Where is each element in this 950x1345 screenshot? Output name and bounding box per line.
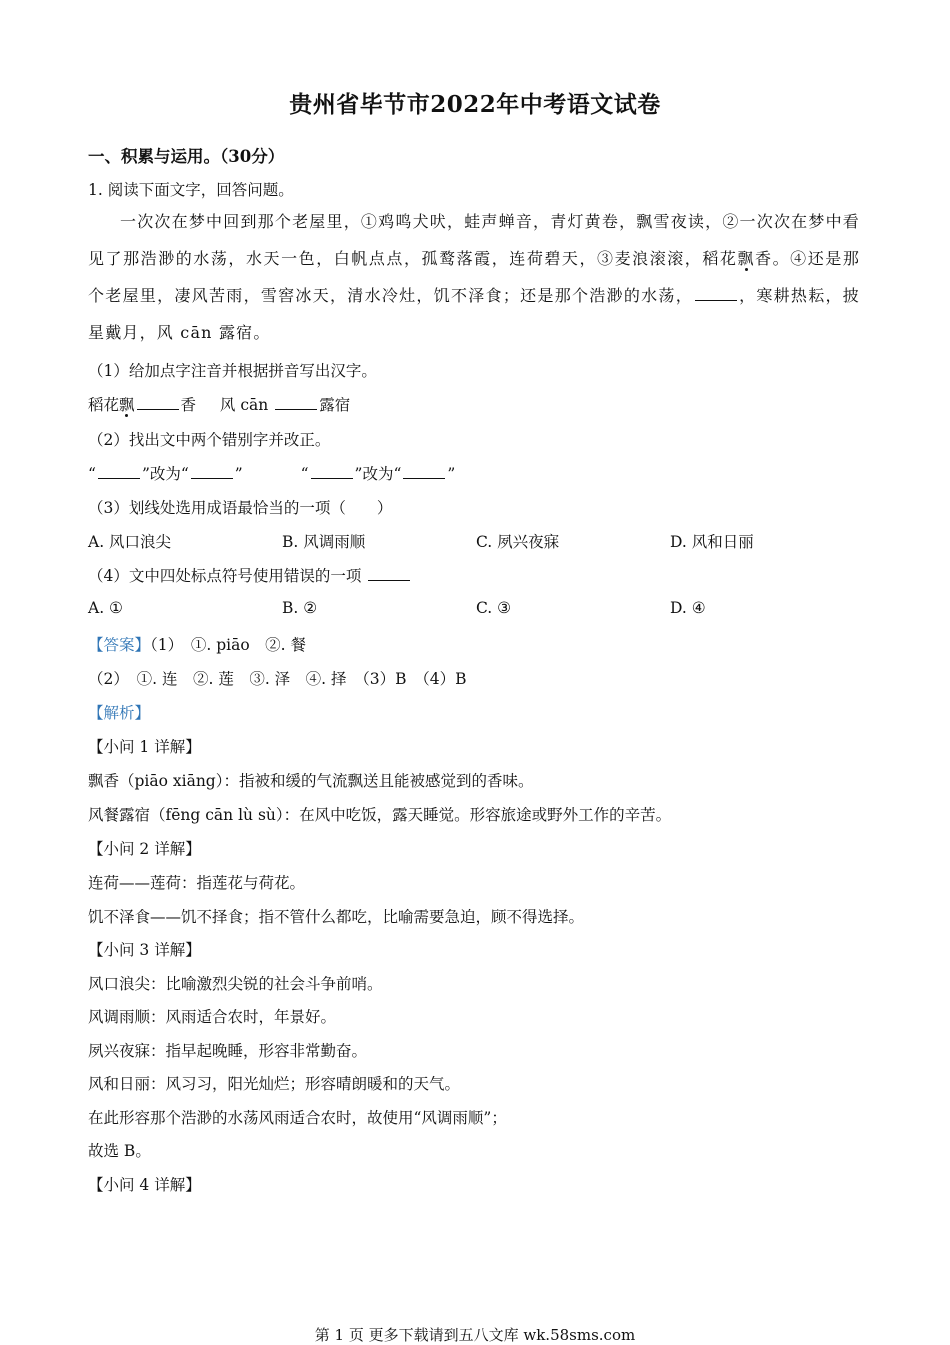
quote-open: “ bbox=[88, 465, 96, 483]
analysis-line: 风口浪尖：比喻激烈尖锐的社会斗争前哨。 bbox=[88, 975, 383, 993]
blank-a-dotted-char: 飘 bbox=[119, 396, 135, 414]
sub-question-1-blanks bbox=[88, 393, 350, 415]
answer-text-1: （1） ①. piāo ②. 餐 bbox=[150, 636, 307, 654]
option-d[interactable]: D. ④ bbox=[670, 599, 706, 617]
sub-question-2: （2）找出文中两个错别字并改正。 bbox=[88, 431, 331, 449]
blank-b-prefix: 风 cān bbox=[219, 396, 269, 414]
quote-close: ” bbox=[234, 465, 243, 483]
analysis-line: 夙兴夜寐：指早起晚睡，形容非常勤奋。 bbox=[88, 1042, 368, 1060]
answer-line-2: （2） ①. 连 ②. 莲 ③. 泽 ④. 择 （3）B （4）B bbox=[88, 670, 467, 688]
passage-blank[interactable] bbox=[695, 286, 737, 301]
analysis-line: 风餐露宿（fēng cān lù sù）：在风中吃饭，露天睡觉。形容旅途或野外工作的辛苦。 bbox=[88, 806, 672, 824]
analysis-line: 【小问 2 详解】 bbox=[88, 840, 201, 858]
blank-b-suffix: 露宿 bbox=[319, 396, 351, 414]
document-title: 贵州省毕节市2022年中考语文试卷 bbox=[289, 91, 661, 118]
analysis-tag: 【解析】 bbox=[88, 704, 151, 722]
blank-a-prefix: 稻花 bbox=[88, 396, 120, 414]
sub-question-4-label: （4）文中四处标点符号使用错误的一项 bbox=[88, 567, 362, 585]
analysis-line: 连荷——莲荷：指莲花与荷花。 bbox=[88, 874, 306, 892]
passage-text-1: 一次次在梦中回到那个老屋里，①鸡鸣犬吠，蛙声蝉音，青灯黄卷，飘雪夜读，②一次次在梦中看见了那浩渺的水荡，水天一色，白帆点点，孤鹜落霞，连荷碧天，③麦浪滚滚，稻花 bbox=[88, 212, 860, 268]
quote-open: “ bbox=[300, 465, 309, 483]
passage-text-3: ，寒耕热耘，披星戴月，风 cān 露宿。 bbox=[88, 286, 860, 342]
change-to-text: ”改为“ bbox=[141, 465, 189, 483]
answer-blank[interactable] bbox=[275, 395, 317, 410]
reading-passage bbox=[88, 203, 860, 351]
answer-line-1 bbox=[88, 633, 306, 655]
option-a[interactable]: A. ① bbox=[88, 599, 123, 617]
sub-question-1: （1）给加点字注音并根据拼音写出汉字。 bbox=[88, 362, 377, 380]
blank-a-suffix: 香 bbox=[180, 396, 197, 414]
analysis-line: 风调雨顺：风雨适合农时，年景好。 bbox=[88, 1008, 337, 1026]
option-d[interactable]: D. 风和日丽 bbox=[670, 533, 754, 551]
option-c[interactable]: C. ③ bbox=[476, 599, 512, 617]
option-a[interactable]: A. 风口浪尖 bbox=[88, 533, 172, 551]
answer-blank[interactable] bbox=[311, 464, 353, 479]
answer-blank[interactable] bbox=[368, 566, 410, 581]
analysis-line: 飘香（piāo xiāng）：指被和缓的气流飘送且能被感觉到的香味。 bbox=[88, 772, 534, 790]
section-heading: 一、积累与运用。（30分） bbox=[88, 147, 285, 166]
page-footer: 第 1 页 更多下载请到五八文库 wk.58sms.com bbox=[314, 1326, 636, 1344]
analysis-line: 【小问 1 详解】 bbox=[88, 738, 201, 756]
sub-question-4 bbox=[88, 564, 412, 586]
question-1-prompt: 1. 阅读下面文字，回答问题。 bbox=[88, 181, 294, 199]
answer-blank[interactable] bbox=[403, 464, 445, 479]
answer-blank[interactable] bbox=[137, 395, 179, 410]
analysis-line: 【小问 3 详解】 bbox=[88, 941, 201, 959]
option-b[interactable]: B. 风调雨顺 bbox=[282, 533, 366, 551]
analysis-line: 风和日丽：风习习，阳光灿烂；形容晴朗暖和的天气。 bbox=[88, 1075, 461, 1093]
passage-text-2: 香。④还是那个老屋里，凄风苦雨，雪窖冰天，清水冷灶，饥不泽食；还是那个浩渺的水荡， bbox=[88, 249, 861, 305]
answer-blank[interactable] bbox=[191, 464, 233, 479]
option-b[interactable]: B. ② bbox=[282, 599, 318, 617]
analysis-line: 饥不泽食——饥不择食；指不管什么都吃，比喻需要急迫，顾不得选择。 bbox=[88, 908, 585, 926]
analysis-line: 故选 B。 bbox=[88, 1142, 151, 1160]
option-c[interactable]: C. 夙兴夜寐 bbox=[476, 533, 560, 551]
dotted-character: 飘 bbox=[737, 249, 756, 268]
sub-question-3: （3）划线处选用成语最恰当的一项（ ） bbox=[88, 499, 393, 517]
answer-blank[interactable] bbox=[98, 464, 140, 479]
quote-close: ” bbox=[447, 465, 456, 483]
answer-tag: 【答案】 bbox=[88, 636, 151, 654]
sub-question-2-blanks bbox=[88, 462, 455, 484]
analysis-line: 【小问 4 详解】 bbox=[88, 1176, 201, 1194]
analysis-line: 在此形容那个浩渺的水荡风雨适合农时，故使用“风调雨顺”； bbox=[88, 1109, 507, 1127]
change-to-text: ”改为“ bbox=[354, 465, 402, 483]
